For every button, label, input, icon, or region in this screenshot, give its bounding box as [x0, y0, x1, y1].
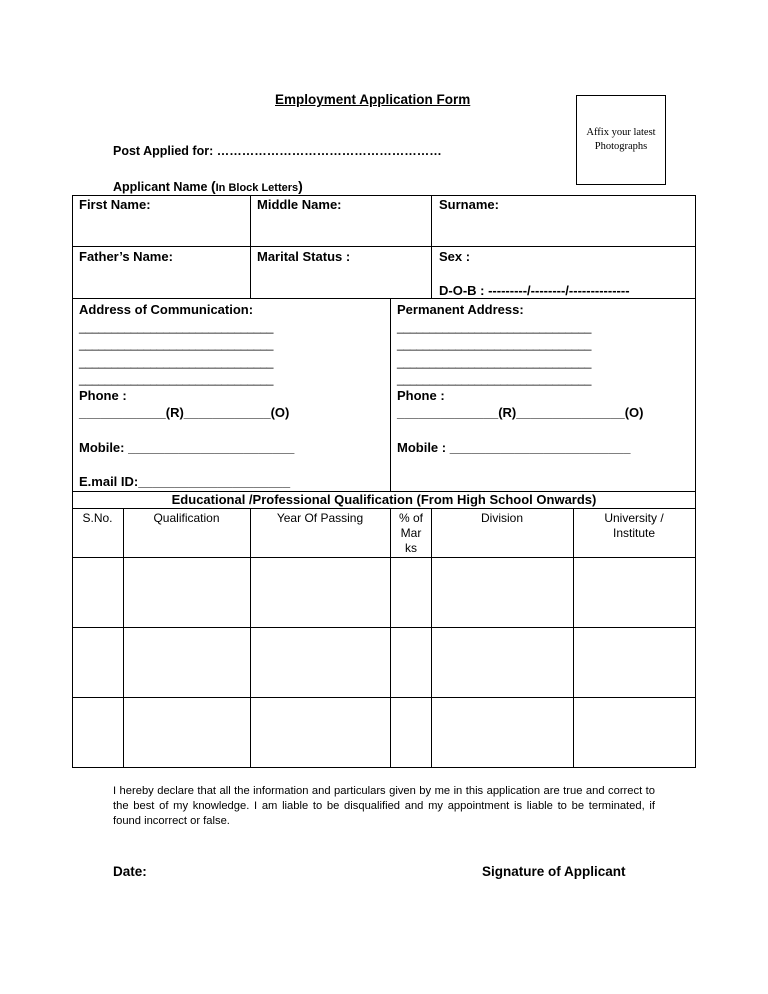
dob-field[interactable]: D-O-B : ---------/--------/--------------: [439, 283, 630, 298]
post-applied-label: Post Applied for:: [113, 144, 214, 158]
photo-box-text: Affix your latest Photographs: [586, 127, 656, 152]
phone-field-left[interactable]: ____________(R)____________(O): [79, 405, 290, 420]
permanent-address-label: Permanent Address:: [397, 302, 524, 317]
email-field[interactable]: E.mail ID:_____________________: [79, 474, 291, 489]
surname-field[interactable]: Surname:: [439, 197, 499, 212]
col-header-marks: % of Mar ks: [398, 511, 423, 555]
table-row[interactable]: [73, 628, 695, 697]
first-name-field[interactable]: First Name:: [79, 197, 151, 212]
communication-address-line[interactable]: ______________________________: [79, 320, 274, 334]
post-applied-row: [113, 144, 442, 158]
post-applied-field[interactable]: ………………………………………………: [216, 144, 442, 158]
phone-label-right: Phone :: [397, 388, 445, 403]
date-field[interactable]: Date:: [113, 864, 147, 879]
middle-name-field[interactable]: Middle Name:: [257, 197, 342, 212]
permanent-address-line[interactable]: ______________________________: [397, 372, 592, 386]
phone-field-right[interactable]: ______________(R)_______________(O): [397, 405, 644, 420]
marital-status-field[interactable]: Marital Status :: [257, 249, 351, 264]
block-letters-note: In Block Letters: [215, 182, 299, 194]
photo-box: [576, 95, 666, 185]
qualification-heading: Educational /Professional Qualification (From High School Onwards): [171, 492, 597, 507]
paren-close: ): [298, 178, 303, 194]
communication-address-line[interactable]: ______________________________: [79, 337, 274, 351]
declaration-text: I hereby declare that all the information and particulars given by me in this application are true and correct to the best of my knowledge. I am liable to be disqualified and my appointment is liable to be terminated, if found incorrect or false.: [113, 785, 655, 827]
col-header-year: Year Of Passing: [276, 511, 364, 525]
mobile-field-left[interactable]: Mobile: _______________________: [79, 440, 295, 455]
col-header-sno: S.No.: [82, 511, 113, 525]
applicant-name-label: Applicant Name: [113, 180, 211, 194]
permanent-address-line[interactable]: ______________________________: [397, 355, 592, 369]
table-row[interactable]: [73, 698, 695, 767]
fathers-name-field[interactable]: Father’s Name:: [79, 249, 173, 264]
phone-label-left: Phone :: [79, 388, 127, 403]
col-header-university: University / Institute: [604, 511, 664, 540]
form-title: Employment Application Form: [275, 92, 471, 107]
permanent-address-line[interactable]: ______________________________: [397, 337, 592, 351]
communication-address-label: Address of Communication:: [79, 302, 254, 317]
permanent-address-line[interactable]: ______________________________: [397, 320, 592, 334]
communication-address-line[interactable]: ______________________________: [79, 372, 274, 386]
communication-address-line[interactable]: ______________________________: [79, 355, 274, 369]
signature-field[interactable]: Signature of Applicant: [482, 864, 626, 879]
applicant-name-heading: [113, 178, 303, 194]
table-row[interactable]: [73, 558, 695, 627]
col-header-qualification: Qualification: [153, 511, 220, 525]
paren-open: (: [210, 178, 216, 194]
sex-field[interactable]: Sex :: [439, 249, 471, 264]
mobile-field-right[interactable]: Mobile : _________________________: [397, 440, 631, 455]
col-header-division: Division: [480, 511, 523, 525]
